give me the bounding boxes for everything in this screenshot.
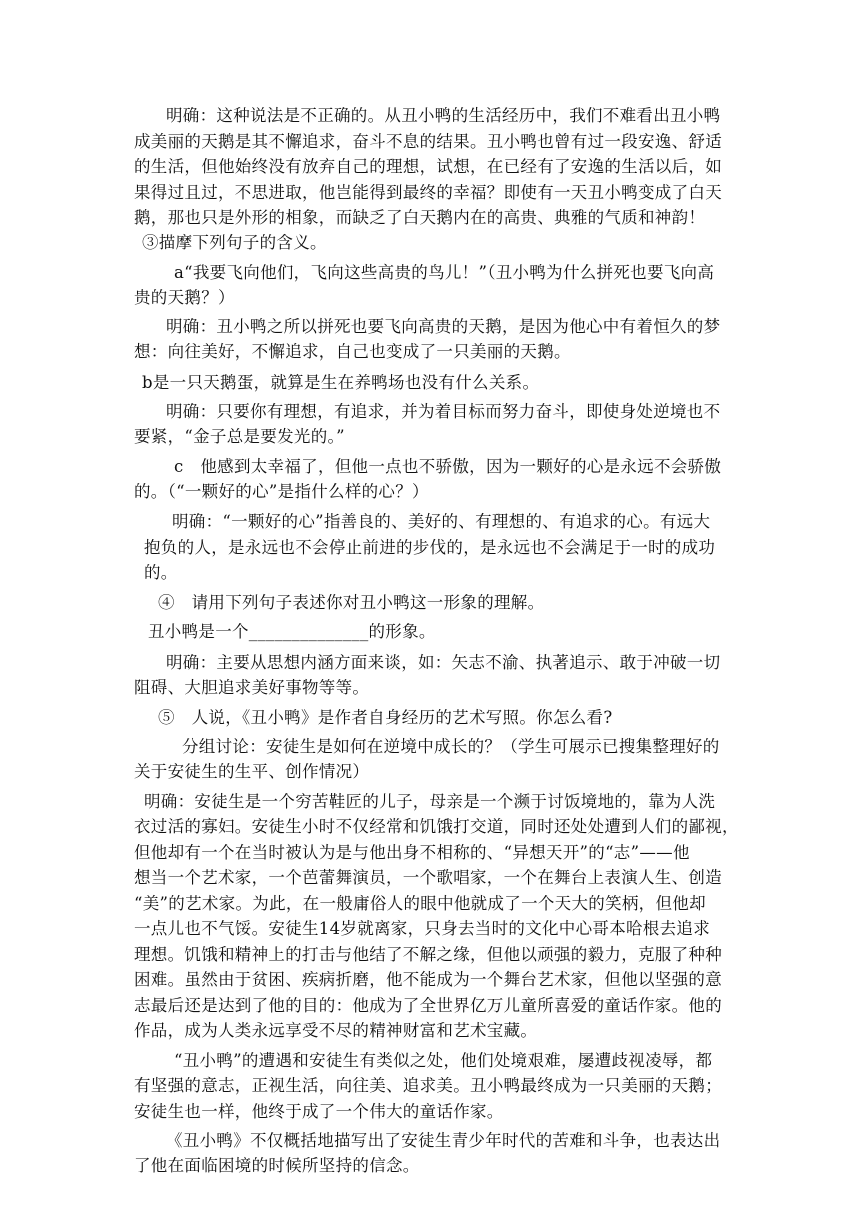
- text-line: 贵的天鹅？）: [134, 288, 235, 307]
- text-line: 关于安徒生的生平、创作情况）: [134, 762, 370, 781]
- text-line: 有坚强的意志，正视生活，向往美、追求美。丑小鸭最终成为一只美丽的天鹅；: [134, 1076, 722, 1095]
- text-line: 想当一个艺术家，一个芭蕾舞演员，一个歌唱家，一个在舞台上表演人生、创造: [134, 868, 722, 887]
- text-line: 理想。饥饿和精神上的打击与他结了不解之缘，但他以顽强的毅力，克服了种种: [134, 945, 722, 964]
- text-line: ③描摩下列句子的含义。: [142, 233, 327, 252]
- text-line: 《丑小鸭》不仅概括地描写出了安徒生青少年时代的苦难和斗争，也表达出: [166, 1131, 721, 1150]
- text-line: 明确：这种说法是不正确的。从丑小鸭的生活经历中，我们不难看出丑小鸭: [166, 106, 721, 125]
- text-line: 想：向往美好，不懈追求，自己也变成了一只美丽的天鹅。: [134, 342, 571, 361]
- text-line: ④ 请用下列句子表述你对丑小鸭这一形象的理解。: [158, 593, 545, 612]
- text-line: 的生活，但他始终没有放弃自己的理想，试想，在已经有了安逸的生活以后，如: [134, 157, 722, 176]
- text-line: ⑤ 人说，《丑小鸭》是作者自身经历的艺术写照。你怎么看?: [158, 708, 613, 727]
- text-line: 抱负的人，是永远也不会停止前进的步伐的，是永远也不会满足于一时的成功: [144, 538, 716, 557]
- text-line: 明确：丑小鸭之所以拼死也要飞向高贵的天鹅，是因为他心中有着恒久的梦: [166, 317, 721, 336]
- text-line: 作品，成为人类永远享受不尽的精神财富和艺术宝藏。: [134, 1021, 538, 1040]
- text-line: 的。: [144, 563, 178, 582]
- text-line: 明确：只要你有理想，有追求，并为着目标而努力奋斗，即使身处逆境也不: [166, 402, 721, 421]
- text-line: a“我要飞向他们，飞向这些高贵的鸟儿！”（丑小鸭为什么拼死也要飞向高: [174, 263, 715, 282]
- text-line: c 他感到太幸福了，但他一点也不骄傲，因为一颗好的心是永远不会骄傲: [174, 457, 722, 476]
- text-line: 志最后还是达到了他的目的：他成为了全世界亿万儿童所喜爱的童话作家。他的: [134, 996, 722, 1015]
- text-line: 明确：安徒生是一个穷苦鞋匠的儿子，母亲是一个濒于讨饭境地的，靠为人洗: [144, 792, 716, 811]
- text-line: 但他却有一个在当时被认为是与他出身不相称的、“异想天开”的“志”——他: [134, 843, 690, 862]
- text-line: 要紧，“金子总是要发光的。”: [134, 427, 345, 446]
- text-line: 困难。虽然由于贫困、疾病折磨，他不能成为一个舞台艺术家，但他以坚强的意: [134, 970, 722, 989]
- text-line: 果得过且过，不思进取，他岂能得到最终的幸福？即使有一天丑小鸭变成了白天: [134, 183, 722, 202]
- text-line: 明确：主要从思想内涵方面来谈，如：矢志不渝、执著追示、敢于冲破一切: [166, 653, 721, 672]
- text-line: 的。（“一颗好的心”是指什么样的心？）: [134, 482, 429, 501]
- text-line: 一点儿也不气馁。安徒生14岁就离家，只身去当时的文化中心哥本哈根去追求: [134, 919, 710, 938]
- text-line: b是一只天鹅蛋，就算是生在养鸭场也没有什么关系。: [142, 373, 540, 392]
- text-line: 阻碍、大胆追求美好事物等等。: [134, 678, 370, 697]
- text-line: “丑小鸭”的遭遇和安徒生有类似之处，他们处境艰难，屡遭歧视凌辱，都: [174, 1051, 713, 1070]
- text-line: 成美丽的天鹅是其不懈追求，奋斗不息的结果。丑小鸭也曾有过一段安逸、舒适: [134, 132, 722, 151]
- text-line: 了他在面临困境的时候所坚持的信念。: [134, 1156, 420, 1175]
- text-line: 分组讨论：安徒生是如何在逆境中成长的？（学生可展示已搜集整理好的: [182, 737, 720, 756]
- text-line: 鹅，那也只是外形的相象，而缺乏了白天鹅内在的高贵、典雅的气质和神韵！: [134, 208, 706, 227]
- text-line: 明确：“一颗好的心”指善良的、美好的、有理想的、有追求的心。有远大: [172, 512, 711, 531]
- text-line: 丑小鸭是一个______________的形象。: [148, 622, 436, 641]
- text-line: 安徒生也一样，他终于成了一个伟大的童话作家。: [134, 1102, 504, 1121]
- text-line: “美”的艺术家。为此，在一般庸俗人的眼中他就成了一个天大的笑柄，但他却: [134, 894, 706, 913]
- text-line: 衣过活的寡妇。安徒生小时不仅经常和饥饿打交道，同时还处处遭到人们的鄙视，: [134, 817, 739, 836]
